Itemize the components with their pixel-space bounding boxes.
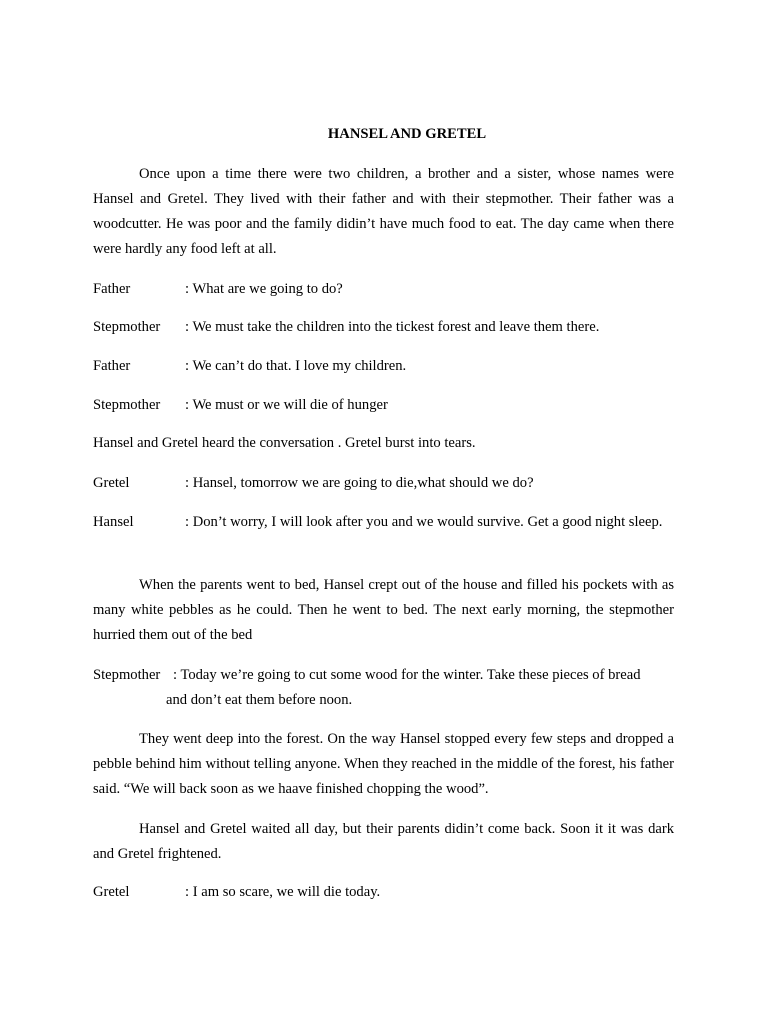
speaker-name: Hansel	[93, 514, 134, 530]
speaker-name: Stepmother	[93, 319, 161, 335]
speech-text: : We must or we will die of hunger	[185, 397, 388, 413]
paragraph-pebbles: When the parents went to bed, Hansel crept out of the house and filled his pockets with as many white pebbles as he could. Then he went to bed. The next early morning, the stepmother hurried them out of the bed	[93, 577, 674, 643]
speaker-name: Father	[93, 358, 131, 374]
speaker-name: Gretel	[93, 884, 130, 900]
speaker-name: Stepmother	[93, 397, 161, 413]
speaker-name: Stepmother	[93, 667, 161, 683]
paragraph-intro: Once upon a time there were two children, a brother and a sister, whose names were Hansel and Gretel. They lived with their father and with their stepmother. Their father was a woodcutter. He was poor and the family didin’t have much food to eat. The day came when there were hardly any food left at all.	[93, 166, 674, 257]
speaker-name: Father	[93, 281, 131, 297]
page-title: HANSEL AND GRETEL	[327, 126, 487, 142]
speech-text-continued: and don’t eat them before noon.	[166, 692, 353, 708]
speech-text: : I am so scare, we will die today.	[185, 884, 381, 900]
speech-text: : Don’t worry, I will look after you and we would survive. Get a good night sleep.	[185, 514, 663, 530]
speech-text: : What are we going to do?	[185, 281, 343, 297]
narration-line: Hansel and Gretel heard the conversation . Gretel burst into tears.	[93, 435, 476, 451]
speech-text: : We can’t do that. I love my children.	[185, 358, 407, 374]
speech-text: : Today we’re going to cut some wood for the winter. Take these pieces of bread	[173, 667, 641, 683]
speech-text: : We must take the children into the tickest forest and leave them there.	[185, 319, 600, 335]
speaker-name: Gretel	[93, 475, 130, 491]
speech-text: : Hansel, tomorrow we are going to die,what should we do?	[185, 475, 534, 491]
paragraph-forest: They went deep into the forest. On the way Hansel stopped every few steps and dropped a pebble behind him without telling anyone. When they reached in the middle of the forest, his father said. “We will back soon as we haave finished chopping the wood”.	[93, 731, 674, 797]
paragraph-waiting: Hansel and Gretel waited all day, but their parents didin’t come back. Soon it it was dark and Gretel frightened.	[93, 821, 674, 862]
